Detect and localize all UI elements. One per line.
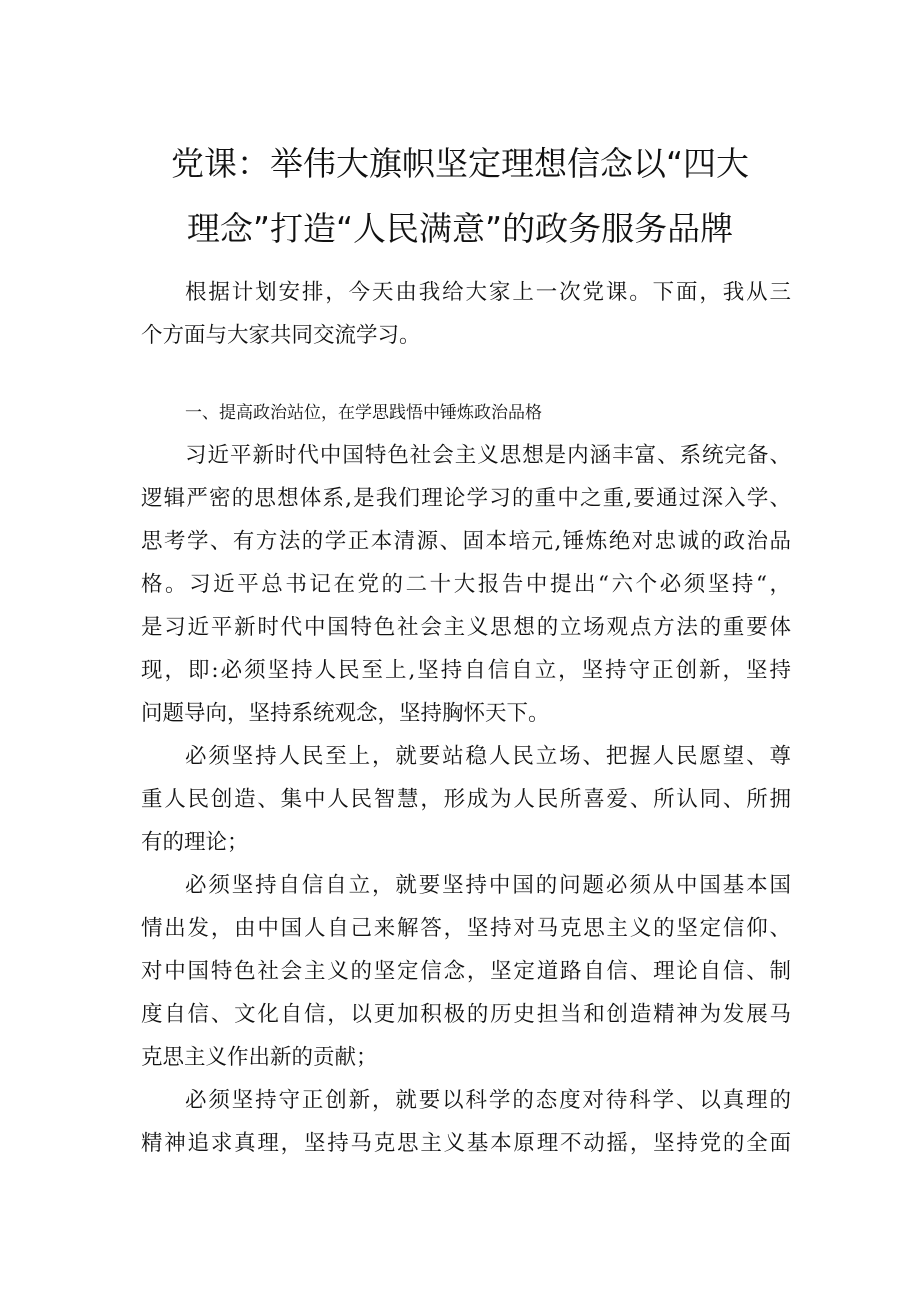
- text-line: 格。习近平总书记在党的二十大报告中提出“六个必须坚持“，: [141, 572, 791, 597]
- text-line: 是习近平新时代中国特色社会主义思想的立场观点方法的重要体: [141, 615, 791, 640]
- text-line: 有的理论；: [141, 830, 249, 855]
- text-line: 必须坚持自信自立，就要坚持中国的问题必须从中国基本国: [185, 873, 791, 898]
- text-line: 对中国特色社会主义的坚定信念，坚定道路自信、理论自信、制: [141, 959, 791, 984]
- text-line: 重人民创造、集中人民智慧，形成为人民所喜爱、所认同、所拥: [141, 787, 791, 812]
- body-text: [141, 434, 791, 1165]
- text-line: 度自信、文化自信，以更加积极的历史担当和创造精神为发展马: [141, 1002, 791, 1027]
- document-title-line-1: 党课：举伟大旗帜坚定理想信念以“四大: [170, 144, 750, 183]
- text-line: 必须坚持人民至上，就要站稳人民立场、把握人民愿望、尊: [185, 744, 791, 769]
- text-line: 克思主义作出新的贡献；: [141, 1045, 378, 1070]
- text-line: 情出发，由中国人自己来解答，坚持对马克思主义的坚定信仰、: [141, 916, 791, 941]
- text-line: 思考学、有方法的学正本清源、固本培元,锤炼绝对忠诚的政治品: [141, 529, 791, 554]
- text-line: 精神追求真理，坚持马克思主义基本原理不动摇，坚持党的全面: [141, 1131, 791, 1156]
- text-line: 现，即:必须坚持人民至上,坚持自信自立，坚持守正创新，坚持: [141, 658, 791, 683]
- text-line: 问题导向，坚持系统观念，坚持胸怀天下。: [141, 701, 550, 726]
- section-heading: 一、提高政治站位，在学思践悟中锤炼政治品格: [185, 403, 542, 423]
- text-line: 根据计划安排，今天由我给大家上一次党课。下面，我从三: [185, 280, 791, 305]
- text-line: 必须坚持守正创新，就要以科学的态度对待科学、以真理的: [185, 1088, 791, 1113]
- document-title-line-2: 理念”打造“人民满意”的政务服务品牌: [186, 209, 734, 248]
- text-line: 习近平新时代中国特色社会主义思想是内涵丰富、系统完备、: [185, 443, 791, 468]
- text-line: 逻辑严密的思想体系,是我们理论学习的重中之重,要通过深入学、: [141, 486, 791, 511]
- text-line: 个方面与大家共同交流学习。: [141, 323, 421, 348]
- intro-paragraph: [141, 271, 791, 357]
